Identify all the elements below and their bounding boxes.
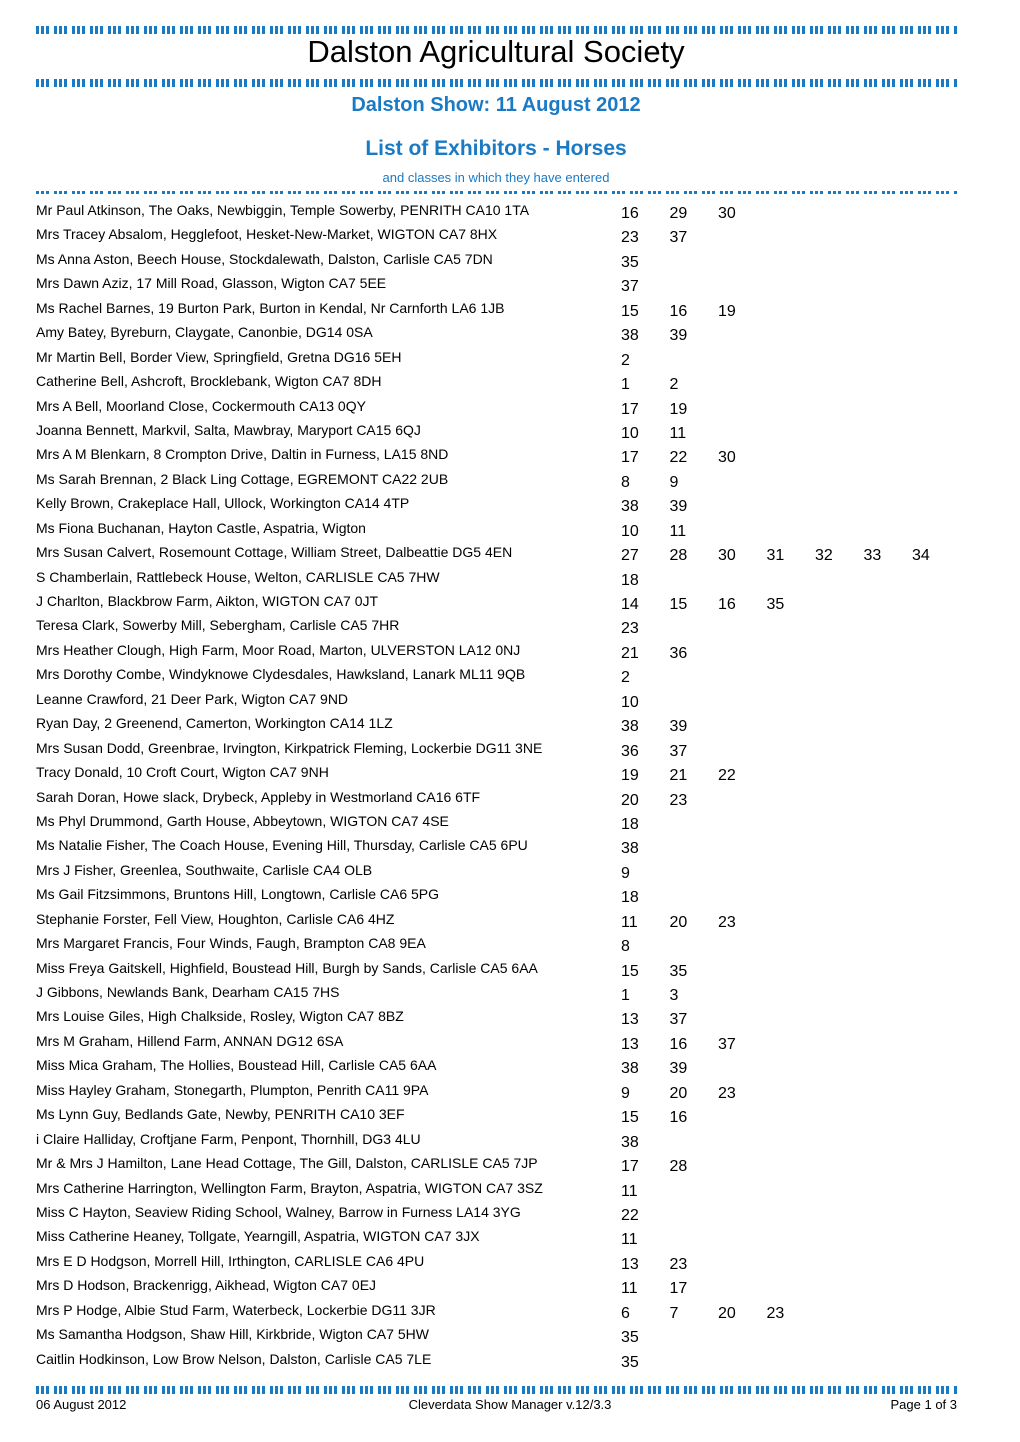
exhibitor-row [36, 224, 966, 248]
exhibitor-name: i Claire Halliday, Croftjane Farm, Penpont, Thornhill, DG3 4LU [36, 1130, 421, 1147]
exhibitor-name: Miss Catherine Heaney, Tollgate, Yearngill, Aspatria, WIGTON CA7 3JX [36, 1228, 480, 1245]
class-list [621, 474, 718, 492]
title-rule [36, 79, 958, 87]
exhibitor-row [36, 273, 966, 297]
exhibitor-row [36, 249, 966, 273]
exhibitor-row [36, 1006, 966, 1030]
class-list [621, 1231, 670, 1249]
class-number: 13 [621, 1035, 639, 1053]
class-list [621, 1011, 718, 1029]
class-number: 20 [621, 791, 639, 809]
exhibitor-row [36, 542, 966, 566]
class-list [621, 816, 670, 834]
class-number: 1 [621, 987, 630, 1004]
exhibitor-row [36, 1153, 966, 1177]
exhibitor-name: Catherine Bell, Ashcroft, Brocklebank, Wigton CA7 8DH [36, 373, 382, 390]
exhibitor-row [36, 200, 966, 224]
exhibitor-row [36, 591, 966, 615]
class-list [621, 1109, 718, 1127]
class-number: 37 [718, 1035, 736, 1053]
class-list [621, 1280, 718, 1298]
exhibitor-row [36, 493, 966, 517]
exhibitor-name: Mrs Louise Giles, High Chalkside, Rosley, Wigton CA7 8BZ [36, 1008, 404, 1025]
exhibitor-name: J Gibbons, Newlands Bank, Dearham CA15 7HS [36, 984, 340, 1000]
class-number: 30 [718, 205, 736, 222]
exhibitor-name: Mr & Mrs J Hamilton, Lane Head Cottage, The Gill, Dalston, CARLISLE CA5 7JP [36, 1155, 538, 1172]
class-number: 18 [621, 571, 639, 589]
class-number: 30 [718, 547, 736, 565]
exhibitor-name: Mrs Catherine Harrington, Wellington Farm, Brayton, Aspatria, WIGTON CA7 3SZ [36, 1179, 543, 1196]
exhibitor-name: Mrs P Hodge, Albie Stud Farm, Waterbeck, Lockerbie DG11 3JR [36, 1301, 436, 1318]
class-number: 13 [621, 1255, 639, 1273]
class-list [621, 938, 670, 956]
exhibitor-row [36, 615, 966, 639]
class-number: 17 [621, 449, 639, 467]
class-number: 22 [669, 449, 688, 467]
exhibitor-row [36, 518, 966, 542]
class-number: 7 [669, 1304, 679, 1322]
class-number: 15 [669, 596, 688, 613]
class-number: 8 [621, 938, 630, 956]
class-number: 34 [912, 547, 930, 565]
class-list [621, 401, 718, 419]
exhibitor-row [36, 1104, 966, 1128]
class-list [621, 425, 718, 443]
exhibitor-name: Sarah Doran, Howe slack, Drybeck, Appleby in Westmorland CA16 6TF [36, 788, 481, 805]
class-number: 3 [669, 987, 679, 1004]
class-number: 36 [621, 742, 639, 760]
top-rule [36, 26, 958, 34]
class-number: 39 [669, 327, 688, 345]
exhibitor-name: Miss C Hayton, Seaview Riding School, Walney, Barrow in Furness LA14 3YG [36, 1203, 521, 1220]
class-list [621, 449, 767, 467]
class-number: 23 [718, 913, 736, 931]
exhibitor-name: Mrs E D Hodgson, Morrell Hill, Irthington, CARLISLE CA6 4PU [36, 1252, 425, 1269]
exhibitor-name: Ms Lynn Guy, Bedlands Gate, Newby, PENRITH CA10 3EF [36, 1106, 405, 1123]
class-list [621, 229, 718, 247]
exhibitor-name: Stephanie Forster, Fell View, Houghton, Carlisle CA6 4HZ [36, 910, 395, 927]
class-number: 37 [621, 278, 639, 296]
class-number: 19 [621, 767, 639, 785]
exhibitor-name: Leanne Crawford, 21 Deer Park, Wigton CA7 9ND [36, 690, 349, 707]
class-number: 17 [621, 400, 639, 418]
exhibitor-row [36, 982, 966, 1006]
class-number: 11 [621, 1231, 638, 1249]
class-number: 37 [669, 1011, 688, 1029]
class-list [621, 865, 670, 883]
exhibitor-name: Caitlin Hodkinson, Low Brow Nelson, Dalston, Carlisle CA5 7LE [36, 1350, 432, 1367]
exhibitor-row [36, 1275, 966, 1299]
class-list [621, 914, 767, 932]
class-number: 38 [621, 1133, 639, 1151]
exhibitor-name: Mrs Tracey Absalom, Hegglefoot, Hesket-New-Market, WIGTON CA7 8HX [36, 226, 498, 243]
class-list [621, 620, 670, 638]
footer-date: 06 August 2012 [36, 1397, 127, 1412]
class-number: 39 [669, 718, 688, 736]
exhibitor-row [36, 347, 966, 371]
class-list [621, 1354, 670, 1372]
class-number: 11 [621, 1182, 638, 1200]
class-number: 38 [621, 1060, 639, 1078]
class-number: 23 [766, 1304, 785, 1322]
exhibitor-name: Joanna Bennett, Markvil, Salta, Mawbray, Maryport CA15 6QJ [36, 421, 421, 438]
class-number: 17 [621, 1158, 639, 1176]
class-list [621, 987, 718, 1005]
exhibitor-row [36, 1202, 966, 1226]
exhibitor-name: S Chamberlain, Rattlebeck House, Welton, CARLISLE CA5 7HW [36, 568, 440, 585]
class-number: 35 [621, 253, 639, 271]
class-number: 16 [669, 302, 688, 320]
class-number: 22 [718, 767, 736, 785]
class-number: 2 [669, 376, 679, 394]
class-number: 32 [815, 547, 833, 565]
class-number: 8 [621, 473, 630, 491]
list-title: List of Exhibitors - Horses [365, 137, 627, 160]
class-list [621, 352, 670, 370]
footer-page-number: Page 1 of 3 [890, 1397, 957, 1412]
class-number: 36 [669, 644, 688, 662]
exhibitor-list [36, 200, 966, 1373]
exhibitor-row [36, 811, 966, 835]
exhibitor-name: Ms Gail Fitzsimmons, Bruntons Hill, Longtown, Carlisle CA6 5PG [36, 886, 440, 903]
exhibitor-row [36, 860, 966, 884]
class-list [621, 254, 670, 272]
exhibitor-name: Mr Martin Bell, Border View, Springfield, Gretna DG16 5EH [36, 348, 402, 365]
class-list [621, 596, 815, 614]
class-list [621, 767, 767, 785]
exhibitor-name: Mrs J Fisher, Greenlea, Southwaite, Carlisle CA4 OLB [36, 861, 373, 878]
exhibitor-row [36, 835, 966, 859]
exhibitor-row [36, 738, 966, 762]
class-number: 1 [621, 376, 630, 394]
class-number: 15 [621, 302, 639, 320]
class-number: 31 [766, 547, 785, 565]
exhibitor-row [36, 1349, 966, 1373]
exhibitor-row [36, 640, 966, 664]
organisation-title: Dalston Agricultural Society [307, 34, 685, 69]
class-number: 30 [718, 449, 736, 467]
class-list [621, 278, 670, 296]
class-number: 15 [621, 962, 639, 980]
class-number: 9 [669, 473, 679, 491]
class-list [621, 376, 718, 394]
class-number: 14 [621, 596, 639, 613]
class-number: 11 [669, 522, 687, 540]
exhibitor-name: Tracy Donald, 10 Croft Court, Wigton CA7 9NH [36, 764, 329, 781]
exhibitor-row [36, 371, 966, 395]
class-number: 17 [669, 1280, 688, 1298]
exhibitor-row [36, 298, 966, 322]
exhibitor-row [36, 713, 966, 737]
class-number: 11 [621, 1280, 638, 1298]
class-number: 20 [669, 913, 688, 931]
class-list [621, 498, 718, 516]
class-number: 10 [621, 424, 639, 442]
class-list [621, 1060, 718, 1078]
class-list [621, 1158, 718, 1176]
class-number: 20 [718, 1304, 736, 1322]
class-list [621, 1329, 670, 1347]
class-number: 19 [718, 302, 736, 320]
class-number: 29 [669, 205, 688, 222]
exhibitor-row [36, 1324, 966, 1348]
class-number: 39 [669, 498, 688, 516]
exhibitor-name: Mrs A M Blenkarn, 8 Crompton Drive, Daltin in Furness, LA15 8ND [36, 446, 449, 463]
exhibitor-row [36, 444, 966, 468]
exhibitor-name: Ms Anna Aston, Beech House, Stockdalewath, Dalston, Carlisle CA5 7DN [36, 250, 493, 267]
exhibitor-name: Mrs D Hodson, Brackenrigg, Aikhead, Wigton CA7 0EJ [36, 1277, 377, 1294]
exhibitor-row [36, 664, 966, 688]
class-number: 16 [621, 205, 639, 222]
class-number: 33 [863, 547, 882, 565]
class-number: 15 [621, 1109, 639, 1127]
exhibitor-name: Mrs Susan Calvert, Rosemount Cottage, William Street, Dalbeattie DG5 4EN [36, 544, 513, 561]
class-number: 23 [669, 791, 688, 809]
exhibitor-name: Mrs Margaret Francis, Four Winds, Faugh, Brampton CA8 9EA [36, 935, 426, 952]
class-number: 37 [669, 229, 688, 247]
class-number: 23 [669, 1255, 688, 1273]
header-divider [36, 191, 958, 194]
exhibitor-name: Ms Fiona Buchanan, Hayton Castle, Aspatria, Wigton [36, 519, 366, 536]
exhibitor-name: Mrs Heather Clough, High Farm, Moor Road, Marton, ULVERSTON LA12 0NJ [36, 641, 521, 658]
exhibitor-name: Mrs M Graham, Hillend Farm, ANNAN DG12 6SA [36, 1032, 344, 1049]
exhibitor-name: Ryan Day, 2 Greenend, Camerton, Workington CA14 1LZ [36, 715, 393, 732]
class-number: 16 [718, 596, 736, 613]
class-number: 38 [621, 840, 639, 858]
class-number: 13 [621, 1011, 639, 1029]
exhibitor-name: Miss Mica Graham, The Hollies, Boustead Hill, Carlisle CA5 6AA [36, 1057, 437, 1074]
exhibitor-name: Mrs A Bell, Moorland Close, Cockermouth CA13 0QY [36, 397, 366, 414]
class-number: 35 [621, 1329, 639, 1347]
exhibitor-row [36, 1178, 966, 1202]
class-list [621, 1036, 767, 1054]
show-title: Dalston Show: 11 August 2012 [351, 94, 641, 116]
class-number: 2 [621, 351, 630, 369]
exhibitor-row [36, 1055, 966, 1079]
class-number: 27 [621, 547, 639, 565]
class-number: 38 [621, 718, 639, 736]
class-number: 11 [621, 913, 638, 931]
class-number: 21 [669, 767, 688, 785]
class-number: 35 [669, 962, 688, 980]
exhibitor-name: Mrs Dawn Aziz, 17 Mill Road, Glasson, Wigton CA7 5EE [36, 275, 387, 292]
exhibitor-row [36, 322, 966, 346]
list-subtitle: and classes in which they have entered [382, 170, 610, 185]
class-list [621, 694, 670, 712]
class-number: 28 [669, 547, 688, 565]
exhibitor-name: Ms Natalie Fisher, The Coach House, Evening Hill, Thursday, Carlisle CA5 6PU [36, 837, 528, 854]
exhibitor-row [36, 420, 966, 444]
class-list [621, 1207, 670, 1225]
exhibitor-row [36, 1300, 966, 1324]
class-number: 2 [621, 669, 630, 687]
class-number: 38 [621, 498, 639, 516]
class-number: 10 [621, 693, 639, 711]
class-number: 9 [621, 1084, 630, 1102]
class-number: 37 [669, 742, 688, 760]
class-list [621, 840, 670, 858]
class-number: 22 [621, 1206, 639, 1224]
class-number: 38 [621, 327, 639, 345]
exhibitor-row [36, 396, 966, 420]
class-number: 10 [621, 522, 639, 540]
exhibitor-name: Ms Phyl Drummond, Garth House, Abbeytown, WIGTON CA7 4SE [36, 812, 449, 829]
class-number: 18 [621, 889, 639, 907]
exhibitor-row [36, 909, 966, 933]
exhibitor-name: Miss Hayley Graham, Stonegarth, Plumpton, Penrith CA11 9PA [36, 1081, 429, 1098]
class-number: 19 [669, 400, 688, 418]
class-number: 35 [766, 596, 785, 613]
class-number: 21 [621, 644, 639, 662]
exhibitor-row [36, 689, 966, 713]
class-list [621, 645, 718, 663]
class-list [621, 1183, 670, 1201]
exhibitor-row [36, 933, 966, 957]
exhibitor-name: Ms Sarah Brennan, 2 Black Ling Cottage, EGREMONT CA22 2UB [36, 470, 449, 487]
exhibitor-name: Miss Freya Gaitskell, Highfield, Boustead Hill, Burgh by Sands, Carlisle CA5 6AA [36, 959, 538, 976]
class-list [621, 889, 670, 907]
class-list [621, 669, 670, 687]
footer-software: Cleverdata Show Manager v.12/3.3 [408, 1397, 612, 1412]
class-list [621, 572, 670, 590]
exhibitor-row [36, 1251, 966, 1275]
class-list [621, 327, 718, 345]
exhibitor-name: Teresa Clark, Sowerby Mill, Sebergham, Carlisle CA5 7HR [36, 617, 400, 634]
class-number: 18 [621, 815, 639, 833]
exhibitor-name: Mrs Susan Dodd, Greenbrae, Irvington, Kirkpatrick Fleming, Lockerbie DG11 3NE [36, 739, 543, 756]
class-number: 16 [669, 1109, 688, 1127]
class-list [621, 547, 961, 565]
exhibitor-row [36, 1226, 966, 1250]
class-list [621, 1134, 670, 1152]
class-list [621, 205, 767, 223]
class-number: 39 [669, 1060, 688, 1078]
exhibitor-row [36, 469, 966, 493]
exhibitor-row [36, 1080, 966, 1104]
exhibitor-name: Amy Batey, Byreburn, Claygate, Canonbie, DG14 0SA [36, 324, 373, 341]
exhibitor-name: Ms Samantha Hodgson, Shaw Hill, Kirkbride, Wigton CA7 5HW [36, 1326, 429, 1343]
class-list [621, 963, 718, 981]
exhibitor-name: J Charlton, Blackbrow Farm, Aikton, WIGTON CA7 0JT [36, 593, 379, 609]
class-number: 23 [621, 620, 639, 638]
class-list [621, 1305, 815, 1323]
class-number: 20 [669, 1084, 688, 1102]
exhibitor-row [36, 1031, 966, 1055]
footer-rule [36, 1386, 958, 1394]
class-list [621, 1256, 718, 1274]
class-number: 35 [621, 1353, 639, 1371]
exhibitor-row [36, 762, 966, 786]
class-number: 6 [621, 1304, 630, 1322]
class-list [621, 743, 718, 761]
exhibitor-row [36, 958, 966, 982]
class-number: 9 [621, 864, 630, 882]
exhibitor-row [36, 884, 966, 908]
class-number: 23 [718, 1084, 736, 1102]
class-number: 16 [669, 1035, 688, 1053]
class-list [621, 792, 718, 810]
exhibitor-row [36, 1129, 966, 1153]
class-list [621, 303, 767, 321]
class-list [621, 1085, 767, 1103]
class-list [621, 523, 718, 541]
exhibitor-name: Ms Rachel Barnes, 19 Burton Park, Burton in Kendal, Nr Carnforth LA6 1JB [36, 299, 505, 316]
class-number: 28 [669, 1158, 688, 1176]
class-number: 11 [669, 424, 687, 442]
exhibitor-name: Kelly Brown, Crakeplace Hall, Ullock, Workington CA14 4TP [36, 495, 410, 512]
exhibitor-name: Mr Paul Atkinson, The Oaks, Newbiggin, Temple Sowerby, PENRITH CA10 1TA [36, 202, 530, 218]
class-number: 23 [621, 229, 639, 247]
exhibitor-row [36, 787, 966, 811]
class-list [621, 718, 718, 736]
exhibitor-name: Mrs Dorothy Combe, Windyknowe Clydesdales, Hawksland, Lanark ML11 9QB [36, 666, 526, 683]
exhibitor-row [36, 567, 966, 591]
